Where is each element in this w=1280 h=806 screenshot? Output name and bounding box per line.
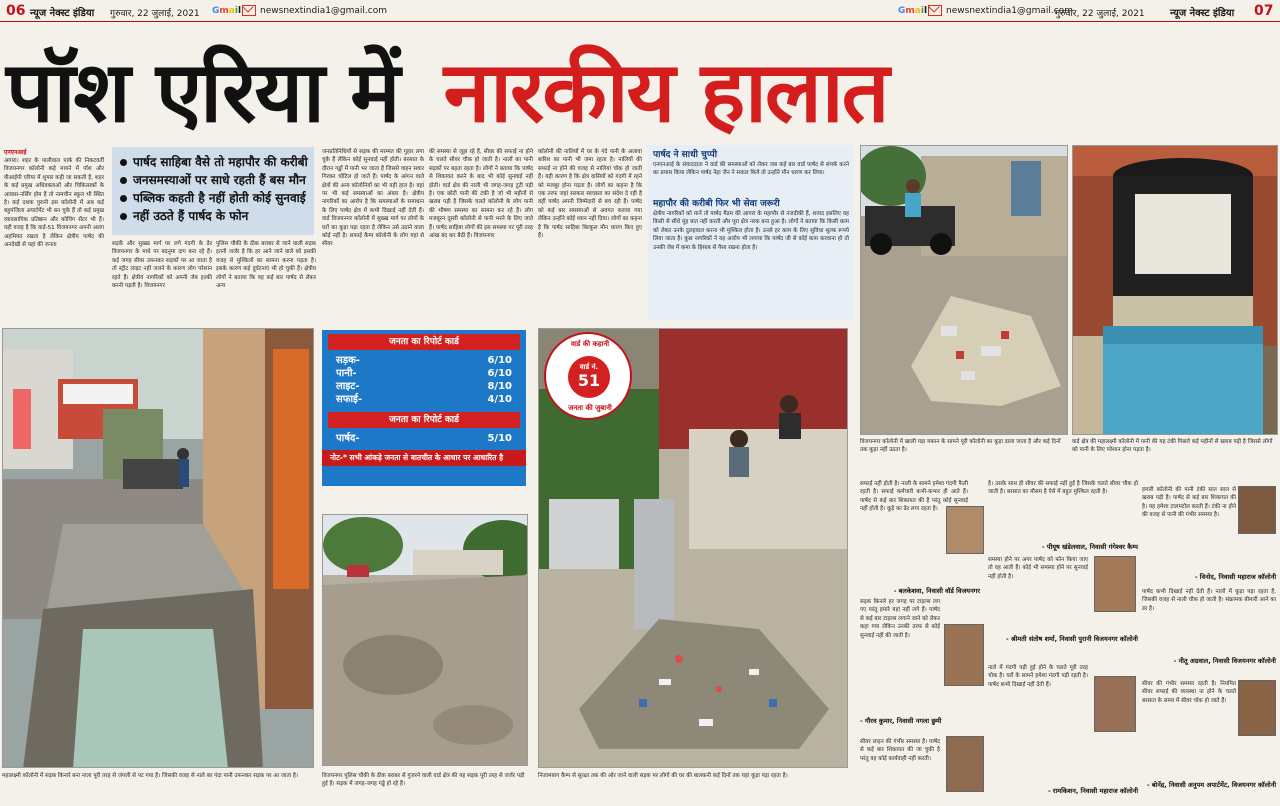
headline-black: पॉश एरिया में bbox=[6, 43, 399, 141]
quote-2: सड़क किनारे हर जगह पर टाइल्स लग गए परंतु हमारे यहां नहीं लगे हैं। पार्षद से कई बार टाइल्स लगाने जाने को लेकर कहा गया लेकिन उनकी तरफ से कोई सुनवाई नहीं की जाती है। bbox=[860, 599, 940, 639]
left-date: गुरुवार, 22 जुलाई, 2021 bbox=[110, 9, 200, 19]
quote-7-name: - विनोद, निवासी महाराज कॉलोनी bbox=[1194, 573, 1276, 581]
page-header bbox=[0, 0, 1280, 22]
resident-photo-6 bbox=[1238, 486, 1276, 534]
article-text: आगरा। शहर के पालीवाल पार्क की निकटवर्ती विजयनगर कॉलोनी कहे मायने में पॉश और वीआईपी एरिया में शुमार कही जा सकती है, शहर के कई प्रमुख अधिवक्ताओं और चिकित्सकों के आवास-नर्सिंग होम हैं तो नामचीन स्कूल भी स्थित है। कई दशक पुरानी इस कॉलोनी में अब कई बहुमंजिला अपार्टमेंट भी बन चुके हैं तो कई प्रमुख व्यावसायिक प्रतिष्ठान और कोचिंग सेंटर भी हैं। यही वजह है कि वार्ड-51 विजयनगर अपनी अलग अहमियत रखता है लेकिन क्षेत्रीय पार्षद की अनदेखी से यहां की जनता bbox=[4, 158, 104, 249]
article-text: सड़कें और सुख्ख मार्ग पर लगे गंदगी के ढेर विजयनगर के माथे पर बदनुमा दाग बना रहे हैं। कई जगह सीवर उफनकर सड़कों पर आ जाता है तो स्ट्रीट लाइट नहीं जलने के कारण लोग परेशान रहते हैं। क्षेत्रीय नागरिकों को अपनी जेब हल्की करनी पड़ती है। विजयनगर bbox=[112, 241, 212, 290]
quote-4: है। उसके साथ ही सीवर की सफाई नहीं हुई है जिसके चलते सीवर चौक हो जाती है। बरसात का मौसम है ऐसे में बहुत मुश्किल रहती है। bbox=[988, 481, 1138, 496]
gmail-logo: Gmail bbox=[212, 6, 242, 16]
highlight-item: जनसमस्याओं पर साधे रहती हैं बस मौन bbox=[120, 171, 306, 189]
report-card-row: पानी- 6/10 bbox=[336, 368, 512, 379]
broken-road-illustration bbox=[323, 515, 528, 766]
resident-photo-2 bbox=[944, 624, 984, 686]
drain-photo-caption: महालक्ष्मी कॉलोनी में सड़क किनारे बना नाला पूरी तरह से जंगली से पट गया है। जिसकी वजह से नाले का गंदा पानी उफनकर सड़क पर आ जाता है। bbox=[2, 773, 298, 779]
report-card-note: नोट-* सभी आंकड़े जनता से बातचीत के आधार पर आधारित है bbox=[322, 450, 526, 466]
quote-1-name: - बलकेशवा, निवासी वॉर्ड विजयनगर bbox=[893, 587, 980, 595]
report-card-row: पार्षद- 5/10 bbox=[336, 433, 512, 444]
ward-number: 51 bbox=[577, 371, 601, 390]
bullet-icon bbox=[120, 195, 127, 202]
bullet-icon bbox=[120, 159, 127, 166]
quote-4-name: - पीयूष खंडेलवाल, निवासी गंगेश्वर कैम्प bbox=[1041, 543, 1138, 551]
trash-heap-photo bbox=[860, 145, 1068, 435]
headline-red: नारकीय हालात bbox=[443, 43, 888, 141]
ward-label: वार्ड नं. bbox=[579, 363, 599, 371]
report-card-row: लाइट- 8/10 bbox=[336, 381, 512, 392]
quote-8: पार्षद कभी दिखाई नहीं देती हैं। नालों में कूड़ा पड़ा रहता है, जिसकी वजह से नाली चौक हो जाती है। संक्रामक बीमारी आने का डर है। bbox=[1142, 589, 1276, 612]
badge-bottom-text: जनता की जुबानी bbox=[568, 404, 612, 412]
ward-badge bbox=[544, 332, 632, 420]
drain-street-photo bbox=[2, 328, 314, 768]
badge-top-text: वार्ड की कहानी bbox=[570, 340, 610, 348]
article-text: कॉलोनी की नालियों में घर के गंदे पानी के अलावा बारिश का पानी भी जमा रहता है। नालियों की सफाई ना होने की वजह से नालियां चोक हो जाती हैं। यही कारण है कि क्षेत्र वासियों को गंदगी में रहने को मजबूर होना पड़ता है। लोगों का कहना है कि एक तरफ जहां सरकार स्वच्छता का संदेश दे रही है वहीं पार्षद अपनी जिम्मेदारी से बच रही हैं। पार्षद को कई बार समस्याओं से अवगत कराया गया लेकिन उन्होंने कोई ध्यान नहीं दिया। लोगों का कहना है कि पार्षद साहिबा बिल्कुल मौन धारण किए हुए हैं। bbox=[538, 149, 642, 240]
quote-8-name: - नीतू अग्रवाल, निवासी विजयनगर कॉलोनी bbox=[1173, 657, 1276, 665]
garbage-photo-caption: निजामबाग कैम्प से सुरक्षा तक की ओर जाने वाली सड़क पर लोगों की घर की बालकनी कई दिनों तक यहां कूड़ा पड़ा रहता है। bbox=[538, 773, 788, 779]
report-card-row: सफाई- 4/10 bbox=[336, 394, 512, 405]
ward-number-circle bbox=[568, 356, 610, 398]
right-paper-name: न्यूज नेक्स्ट इंडिया bbox=[1170, 8, 1235, 19]
left-email[interactable]: newsnextindia1@gmail.com bbox=[260, 6, 388, 16]
quote-6: नाले में गंदगी पड़ी हुई होने के चलते पूरी तरह चोक है। घरों के सामने हमेशा गंदगी पड़ी रहती है। पार्षद कभी दिखाई नहीं देती हैं। bbox=[988, 665, 1088, 688]
water-tank-illustration bbox=[1073, 146, 1278, 435]
article-text: की समस्या से जूझ रहे हैं, सीवर की सफाई ना होने के चलते सीवर चौक हो जाती है। नालों का पानी सड़कों पर बहता रहता है। लोगों ने बताया कि पार्षद से शिकायत करने के बाद भी कोई सुनवाई नहीं होती। वार्ड क्षेत्र की नाली भी जगह-जगह टूटी पड़ी है। एक छोटी पानी की टंकी है जो भी महीनों से खराब पड़ी है जिसके चलते कॉलोनी के लोग पानी की भीषण समस्या का सामना कर रहे हैं। लोग मजबूरन दूसरी कॉलोनी से पानी भरने के लिए जाते हैं। पार्षद साहिबा लोगों की इस समस्या पर पूरी तरह आंख बंद कर बैठी हैं। विजयनगर bbox=[429, 149, 533, 240]
mail-icon bbox=[242, 5, 256, 16]
report-card bbox=[322, 330, 526, 486]
sidebar-text-1: एनएनआई के संवाददाता ने वार्ड की समस्याओं को लेकर जब कई बार वार्ड पार्षद से संपर्क करने का प्रयास किया लेकिन पार्षद नेहा जैन ने सवाल किये तो उन्होंने मौन धारण कर लिया। bbox=[653, 162, 849, 177]
article-column-3 bbox=[216, 240, 316, 318]
trash-photo-caption: विजयनगर कॉलोनी में खाली पड़ा मकान के सामने पूरी कॉलोनी का कूड़ा डाला जाता है और कई दिनों तक कूड़ा नहीं उठता है। bbox=[860, 439, 1061, 453]
highlight-item: पार्षद साहिबा वैसे तो महापौर की करीबी bbox=[120, 153, 306, 171]
quote-9-name: - बोनेंद्र, निवासी अनुपम अपार्टमेंट, विजयनगर कॉलोनी bbox=[1146, 781, 1276, 789]
article-column-6 bbox=[538, 148, 642, 318]
left-page-number: 06 bbox=[6, 3, 26, 19]
resident-photo-3 bbox=[946, 736, 984, 792]
article-column-2 bbox=[112, 240, 212, 318]
quote-2-name: - गौरव कुमार, निवासी नगला छुमी bbox=[860, 717, 942, 725]
quote-3: सीवर लाइन की गंभीर समस्या है। पार्षद से कई बार शिकायत की जा चुकी है परंतु वह कोई कार्यवाही नहीं करती। bbox=[860, 739, 940, 762]
bullet-icon bbox=[120, 177, 127, 184]
byline: एनएनआई bbox=[4, 149, 27, 156]
resident-photo-7 bbox=[1238, 680, 1276, 736]
right-email[interactable]: newsnextindia1@gmail.com bbox=[946, 6, 1074, 16]
quote-5-name: - श्रीमती संतोष शर्मा, निवासी पुरानी विजयनगर कॉलोनी bbox=[1006, 635, 1138, 643]
trash-heap-illustration bbox=[861, 146, 1068, 435]
bullet-icon bbox=[120, 213, 127, 220]
highlight-box bbox=[112, 147, 314, 235]
report-card-row: सड़क- 6/10 bbox=[336, 355, 512, 366]
right-email-block bbox=[898, 5, 1073, 16]
article-text: जनप्रतिनिधियों से सड़क की मरम्मत की गुहार लगा चुके हैं लेकिन कोई सुनवाई नहीं होती। बरसात के दौरान गड्ढों में पानी भर जाता है जिससे वाहन सवार गिरकर चोटिल हो जाते हैं। पार्षद के आंगन वाले क्षेत्रों की अन्य कॉलोनियों का भी यही हाल है। वहां पर भी कई समस्याओं का अंबार है। क्षेत्रीय नागरिकों का आरोप है कि समस्याओं के समाधान के लिए पार्षद क्षेत्र में कभी दिखाई नहीं देतीं हैं। वार्ड विजयनगर कॉलोनी में सुख्ख मार्ग पर लोगों के घरों का कूड़ा पड़ा रहता है लेकिन उसे उठाने वाला कोई नहीं है। सफाई कैम्प कॉलोनी के लोग यहां से सीवर bbox=[322, 149, 424, 248]
mail-icon bbox=[928, 5, 942, 16]
main-headline bbox=[6, 44, 1274, 140]
article-column-1 bbox=[4, 157, 104, 317]
left-paper-name: न्यूज नेक्स्ट इंडिया bbox=[30, 8, 95, 19]
water-tank-photo bbox=[1072, 145, 1278, 435]
quote-7: हमारी कॉलोनी की पानी टंकी सात साल से खराब पड़ी है। पार्षद से कई बार शिकायत की है। यह हमेशा टालमटोल करती हैं। टंकी ना होने की वजह से पानी की गंभीर समस्या है। bbox=[1142, 487, 1236, 519]
article-text: पुलिस चौकी के ठीक बराबर से जाने वाली सड़क इतनी जर्जर है कि हर आने जाने वाले को इसकी वजह से मुश्किलों का सामना करना पड़ता है। इसके कारण कई दुर्घटनाएं भी हो चुकी हैं। क्षेत्रीय लोगों ने बताया कि वह कई बार पार्षद से लेकर अन्य bbox=[216, 241, 316, 290]
resident-photo-4 bbox=[1094, 556, 1136, 612]
quote-1: सफाई नहीं होती है। नाली के सामने हमेशा गंदगी फैली रहती है। सफाई कर्मचारी कभी-कभार ही आते हैं। पार्षद से कई बार शिकायत की है परंतु कोई सुनवाई नहीं होती है। कूड़े का ढेर लगा रहता है। bbox=[860, 481, 968, 513]
quote-9: सीवर की गंभीर समस्या रहती है। नियमित सीवर सफाई की व्यवस्था ना होने के चलते बरसात के समय में सीवर चोक हो जाते हैं। bbox=[1142, 681, 1236, 704]
sidebar-heading-2: महापौर की करीबी फिर भी सेवा जरूरी bbox=[653, 199, 780, 209]
report-card-title-2: जनता का रिपोर्ट कार्ड bbox=[328, 412, 520, 428]
quote-6-name: - रामकिशन, निवासी महाराज कॉलोनी bbox=[1047, 787, 1138, 795]
road-photo-caption: विजयनगर पुलिस चौकी के ठीक बराबर से गुजरने वाली वार्ड क्षेत्र की यह सड़क पूरी तरह से जर्जर पड़ी हुई है। सड़क में जगह-जगह गड्ढे हो रहे हैं। bbox=[322, 773, 525, 787]
broken-road-photo bbox=[322, 514, 528, 766]
left-email-block bbox=[212, 5, 387, 16]
article-column-5 bbox=[429, 148, 533, 318]
highlight-item: नहीं उठते हैं पार्षद के फोन bbox=[120, 207, 306, 225]
highlight-item: पब्लिक कहती है नहीं होती कोई सुनवाई bbox=[120, 189, 306, 207]
right-date: गुरुवार, 22 जुलाई, 2021 bbox=[1055, 9, 1145, 19]
quote-5: समस्या होने पर अगर पार्षद को फोन किया जाए तो वह आती हैं। कोई भी समस्या होने पर सुनवाई नहीं होती है। bbox=[988, 557, 1088, 580]
right-page-number: 07 bbox=[1254, 3, 1274, 19]
article-column-4 bbox=[322, 148, 424, 318]
sidebar bbox=[648, 145, 854, 320]
report-card-title: जनता का रिपोर्ट कार्ड bbox=[328, 334, 520, 350]
tank-photo-caption: वार्ड क्षेत्र की महालक्ष्मी कॉलोनी में पानी की यह टंकी पिछले कई महीनों से खराब पड़ी है जिससे लोगों को पानी के लिए परेशान होना पड़ता है। bbox=[1072, 439, 1273, 453]
sidebar-heading-1: पार्षद ने साधी चुप्पी bbox=[653, 150, 718, 160]
resident-photo-5 bbox=[1094, 676, 1136, 732]
sidebar-text-2: क्षेत्रीय नागरिकों को मानें तो पार्षद मैडम की आगरा के महापौर से नजदीकी हैं, शायद इसलिए वह किसी से सीधे मुंह बात नहीं करती और पूरा क्षेत्र नरक बना हुआ है। लोगों ने बताया कि किसी काम को लेकर उनके दुलहवाल करना भी मुश्किल होता है। उनसे हर काम के लिए सुविधा शुल्क रूपये लिया जाता है। कुछ नागरिकों ने यह आरोप भी लगाया कि पार्षद जी से कोई काम करवाना हो तो उनकी जेब में कमा के हिसाब से पैसा रखना होता है। bbox=[653, 211, 849, 251]
drain-street-illustration bbox=[3, 329, 314, 768]
gmail-logo: Gmail bbox=[898, 6, 928, 16]
resident-photo-1 bbox=[946, 506, 984, 554]
